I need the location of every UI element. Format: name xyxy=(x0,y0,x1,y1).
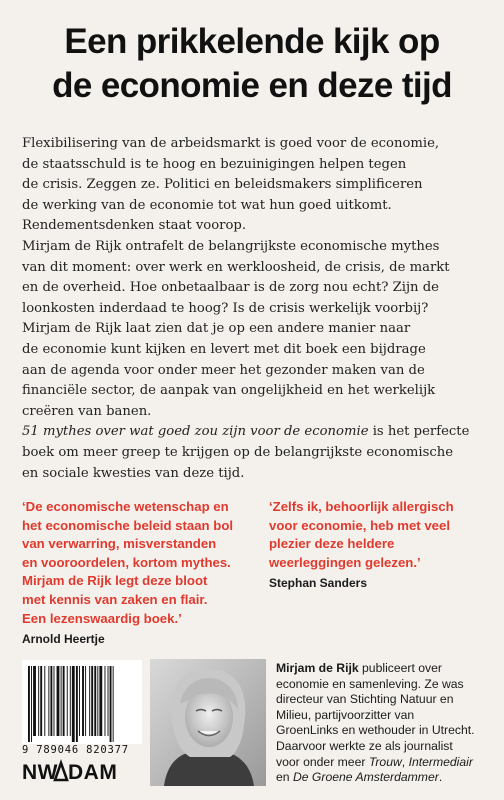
svg-text:DAM: DAM xyxy=(68,761,118,783)
barcode-bar xyxy=(44,666,45,736)
publisher-logo-graphic xyxy=(22,759,140,783)
bio-line: Milieu, partijvoorzitter van xyxy=(276,707,415,722)
blurb-line: Rendementsdenken staat voorop. xyxy=(22,218,247,234)
barcode-bar xyxy=(57,666,60,736)
quote-line: van verwarring, misverstanden xyxy=(22,536,217,552)
quote-line: en vooroordelen, kortom mythes. xyxy=(22,554,231,570)
headline-line-1: Een prikkelende kijk op xyxy=(64,22,440,61)
blurb-line: aan de agenda voor onder meer het gezonder maken van de xyxy=(22,362,425,378)
quote-line: Mirjam de Rijk legt deze bloot xyxy=(22,573,208,589)
quote-line: met kennis van zaken en flair. xyxy=(22,591,208,607)
quote-line: het economische beleid staan bol xyxy=(22,517,234,533)
barcode-bar xyxy=(54,666,55,736)
blurb-line: Mirjam de Rijk ontrafelt de belangrijkste economische mythes xyxy=(22,238,440,254)
barcode-bar xyxy=(79,666,80,736)
headline-line-2: de economie en deze tijd xyxy=(52,66,452,105)
blurb-line: Flexibilisering van de arbeidsmarkt is goed voor de economie, xyxy=(22,136,440,151)
barcode-bar xyxy=(40,666,42,736)
bio-line-rest: publiceert over xyxy=(358,661,442,675)
barcode-bar xyxy=(97,666,98,736)
blurb-line: de crisis. Zeggen ze. Politici en beleidsmakers simplificeren xyxy=(22,177,423,193)
publisher-logo xyxy=(22,759,140,783)
blurb-line: loonkosten inderdaad te hoog? Is de crisis werkelijk voorbij? xyxy=(22,300,429,316)
barcode-bar xyxy=(113,666,114,742)
author-photo xyxy=(150,659,266,786)
publication-title: Intermediair xyxy=(408,754,473,769)
barcode-bar xyxy=(108,666,109,736)
barcode-bar xyxy=(110,666,112,742)
blurb-line: creëren van banen. xyxy=(22,403,152,419)
blurb-closing-rest: is het perfecte xyxy=(368,424,470,440)
publication-title: Trouw xyxy=(368,754,402,769)
bio-text: voor onder meer xyxy=(276,754,369,769)
review-quote-right xyxy=(269,498,454,593)
bio-text: . xyxy=(438,770,443,785)
barcode-bar xyxy=(85,666,86,736)
bio-line xyxy=(276,755,498,771)
barcode-bar xyxy=(91,666,93,736)
bio-text: en xyxy=(276,770,293,785)
book-title-italic: 51 mythes over wat goed zou zijn voor de economie xyxy=(22,424,369,440)
bio-line xyxy=(276,661,498,677)
barcode-bar xyxy=(50,666,52,736)
blurb-line: boek om meer greep te krijgen op de belangrijkste economische xyxy=(22,444,454,460)
barcode-bar xyxy=(72,666,75,742)
author-bio xyxy=(276,661,498,786)
author-portrait-image xyxy=(150,659,266,786)
quote-author: Stephan Sanders xyxy=(269,576,368,591)
barcode-bar xyxy=(105,666,106,736)
barcode-bar xyxy=(48,666,49,736)
bio-line: GroenLinks en wethouder in Utrecht. xyxy=(276,723,475,738)
quote-line: voor economie, heb met veel xyxy=(269,517,451,533)
blurb-text xyxy=(22,134,492,484)
barcode-bar xyxy=(70,666,71,736)
blurb-line: en sociale kwesties van deze tijd. xyxy=(22,465,245,481)
barcode-bar xyxy=(28,666,30,742)
quote-line: weerleggingen gelezen.’ xyxy=(269,554,421,570)
blurb-line: de staatsschuld is te hoog en bezuinigingen helpen tegen xyxy=(22,156,407,172)
author-name: Mirjam de Rijk xyxy=(276,661,359,675)
bio-line: directeur van Stichting Natuur en xyxy=(276,692,454,707)
barcode-bar xyxy=(76,666,78,742)
blurb-line: Mirjam de Rijk laat zien dat je op een andere manier naar xyxy=(22,321,411,337)
quote-line: Een lezenswaardig boek.’ xyxy=(22,610,182,626)
quote-author: Arnold Heertje xyxy=(22,632,105,647)
quote-line: ‘De economische wetenschap en xyxy=(22,499,229,514)
review-quote-left xyxy=(22,498,233,649)
blurb-line: de werking van de economie tot wat hun goed uitkomt. xyxy=(22,197,392,213)
blurb-line: van dit moment: over werk en werkloosheid, de crisis, de markt xyxy=(22,259,450,275)
blurb-closing-line xyxy=(22,422,492,443)
bio-text: , xyxy=(401,754,409,769)
barcode-bar xyxy=(82,666,84,736)
blurb-line: financiële sector, de aanpak van ongelijkheid en het werkelijk xyxy=(22,383,436,399)
quote-line: plezier deze heldere xyxy=(269,536,395,552)
blurb-line: en de overheid. Hoe onbetaalbaar is de zorg nou echt? Zijn de xyxy=(22,280,439,296)
barcode xyxy=(22,660,142,744)
barcode-bar xyxy=(33,666,36,736)
barcode-graphic xyxy=(22,660,142,744)
barcode-bar xyxy=(31,666,32,742)
isbn-number: 9 789046 820377 xyxy=(22,744,129,756)
quote-line: ‘Zelfs ik, behoorlijk allergisch xyxy=(269,499,454,514)
bio-line: Daarvoor werkte ze als journalist xyxy=(276,738,453,753)
barcode-bar xyxy=(38,666,39,736)
barcode-bar xyxy=(63,666,65,736)
barcode-bar xyxy=(61,666,62,736)
blurb-line: de economie kunt kijken en levert met dit boek een bijdrage xyxy=(22,341,426,357)
barcode-bar xyxy=(94,666,96,736)
barcode-bar xyxy=(89,666,90,736)
bio-line: economie en samenleving. Ze was xyxy=(276,676,464,691)
barcode-bar xyxy=(99,666,102,736)
bio-line xyxy=(276,770,498,786)
barcode-bar xyxy=(67,666,68,736)
cover-headline xyxy=(0,20,504,108)
svg-text:NW: NW xyxy=(22,761,58,783)
publication-title: De Groene Amsterdammer xyxy=(292,770,439,785)
